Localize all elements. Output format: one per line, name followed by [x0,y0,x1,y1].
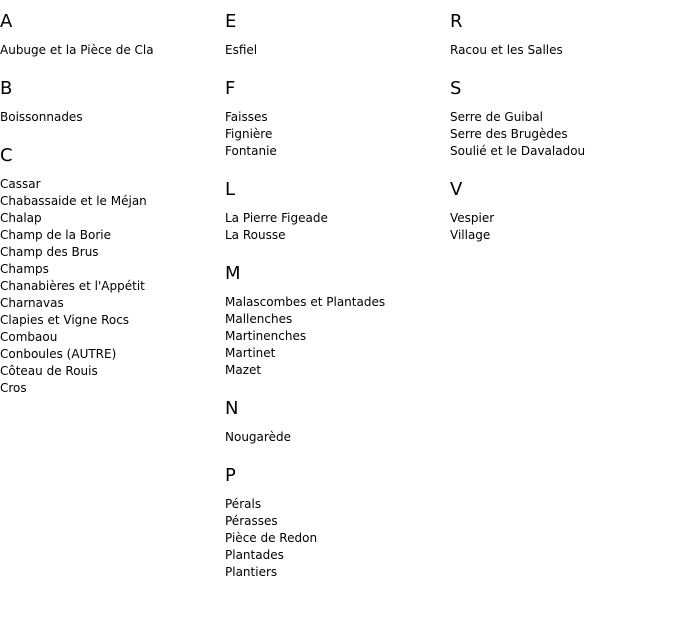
letter-heading: C [0,145,13,166]
entry-list [450,109,670,160]
list-item[interactable]: Plantiers [225,565,278,579]
list-item[interactable]: Mallenches [225,312,293,326]
list-item[interactable]: Serre de Guibal [450,110,543,124]
letter-heading: B [0,78,13,99]
letter-group [450,179,670,244]
index-column-2 [225,0,445,581]
list-item[interactable]: Champs [0,262,49,276]
list-item[interactable]: Fontanie [225,144,277,158]
letter-group [0,78,220,126]
letter-heading: P [225,465,236,486]
list-item[interactable]: Soulié et le Davaladou [450,144,586,158]
letter-group [450,78,670,160]
letter-group [225,465,445,581]
entry-list [0,42,220,59]
list-item[interactable]: Vespier [450,211,495,225]
list-item[interactable]: Faisses [225,110,268,124]
letter-group [225,398,445,446]
list-item[interactable]: Serre des Brugèdes [450,127,568,141]
list-item[interactable]: Côteau de Rouis [0,364,98,378]
entry-list [225,42,445,59]
list-item[interactable]: Aubuge et la Pièce de Cla [0,43,154,57]
list-item[interactable]: Chabassaide et le Méjan [0,194,147,208]
list-item[interactable]: Chanabières et l'Appétit [0,279,145,293]
list-item[interactable]: Martinenches [225,329,307,343]
list-item[interactable]: Nougarède [225,430,291,444]
letter-group [0,11,220,59]
entry-list [0,176,220,397]
list-item[interactable]: Clapies et Vigne Rocs [0,313,130,327]
entry-list [450,42,670,59]
list-item[interactable]: Champ des Brus [0,245,99,259]
list-item[interactable]: Cassar [0,177,41,191]
entry-list [225,109,445,160]
list-item[interactable]: Plantades [225,548,284,562]
letter-heading: N [225,398,239,419]
entry-list [225,429,445,446]
letter-heading: F [225,78,236,99]
list-item[interactable]: Malascombes et Plantades [225,295,386,309]
letter-group [225,263,445,379]
letter-group [225,11,445,59]
list-item[interactable]: Racou et les Salles [450,43,563,57]
letter-group [225,179,445,244]
list-item[interactable]: Martinet [225,346,276,360]
entry-list [225,496,445,581]
letter-heading: S [450,78,462,99]
list-item[interactable]: Pièce de Redon [225,531,318,545]
list-item[interactable]: Esfiel [225,43,258,57]
list-item[interactable]: Combaou [0,330,58,344]
letter-heading: A [0,11,13,32]
list-item[interactable]: Pérals [225,497,262,511]
index-column-3 [450,0,670,244]
letter-group [225,78,445,160]
letter-group [450,11,670,59]
letter-heading: V [450,179,463,200]
list-item[interactable]: La Pierre Figeade [225,211,328,225]
list-item[interactable]: Mazet [225,363,262,377]
letter-heading: M [225,263,241,284]
list-item[interactable]: La Rousse [225,228,286,242]
entry-list [225,294,445,379]
entry-list [450,210,670,244]
letter-heading: L [225,179,236,200]
entry-list [0,109,220,126]
list-item[interactable]: Conboules (AUTRE) [0,347,117,361]
list-item[interactable]: Pérasses [225,514,278,528]
entry-list [225,210,445,244]
list-item[interactable]: Cros [0,381,27,395]
list-item[interactable]: Charnavas [0,296,64,310]
letter-group [0,145,220,397]
letter-heading: R [450,11,463,32]
index-column-1 [0,0,220,397]
letter-heading: E [225,11,237,32]
list-item[interactable]: Chalap [0,211,42,225]
list-item[interactable]: Boissonnades [0,110,83,124]
list-item[interactable]: Fignière [225,127,273,141]
list-item[interactable]: Village [450,228,491,242]
list-item[interactable]: Champ de la Borie [0,228,111,242]
